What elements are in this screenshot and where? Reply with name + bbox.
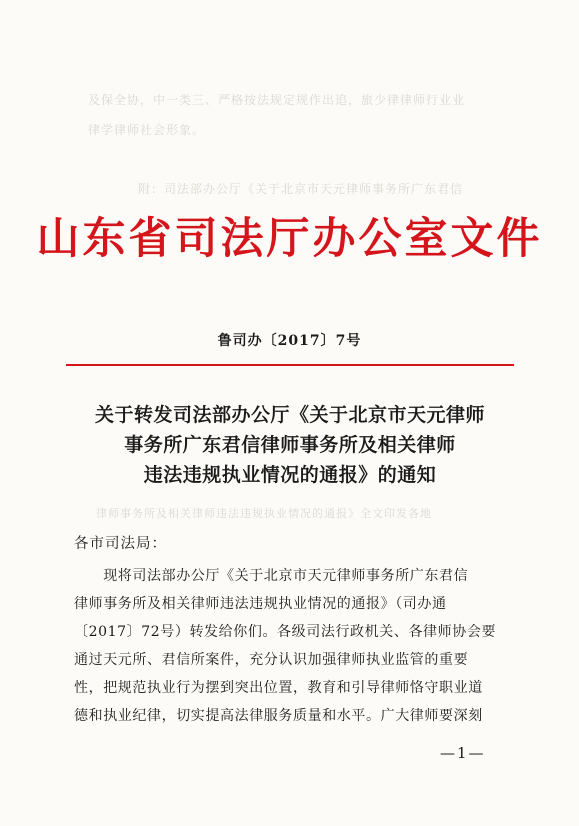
body-line: 现将司法部办公厅《关于北京市天元律师事务所广东君信 xyxy=(74,568,469,584)
body-line: 律师事务所及相关律师违法违规执业情况的通报》（司办通 xyxy=(74,596,447,612)
body-line: 性，把规范执业行为摆到突出位置，教育和引导律师恪守职业道 xyxy=(74,680,483,696)
bleed-through-text: 及保全协，中一类三、严格按法规定规作出追，旅少律律师行业业 xyxy=(88,93,466,107)
body-line: 〔2017〕72号）转发给你们。各级司法行政机关、各律师协会要 xyxy=(74,624,497,640)
page-number: —1— xyxy=(440,744,486,762)
bleed-through-text: 律师事务所及相关律师违法违规执业情况的通报》全文印发各地 xyxy=(96,507,432,520)
document-title-line: 违法违规执业情况的通报》的通知 xyxy=(143,464,437,486)
red-divider-line xyxy=(66,364,514,366)
document-title-line: 关于转发司法部办公厅《关于北京市天元律师 xyxy=(94,404,485,426)
body-line: 通过天元所、君信所案件，充分认识加强律师执业监管的重要 xyxy=(74,652,469,668)
document-number: 鲁司办〔2017〕7号 xyxy=(217,333,362,349)
document-title-line: 事务所广东君信律师事务所及相关律师 xyxy=(124,434,456,456)
document-title xyxy=(40,400,540,490)
salutation: 各市司法局： xyxy=(74,536,167,552)
red-header-title: 山东省司法厅办公室文件 xyxy=(36,214,543,264)
body-line: 德和执业纪律，切实提高法律服务质量和水平。广大律师要深刻 xyxy=(74,708,483,724)
bleed-through-text: 附：司法部办公厅《关于北京市天元律师事务所广东君信 xyxy=(138,182,464,196)
body-text xyxy=(74,562,514,730)
bleed-through-text: 律学律师社会形象。 xyxy=(88,123,206,137)
